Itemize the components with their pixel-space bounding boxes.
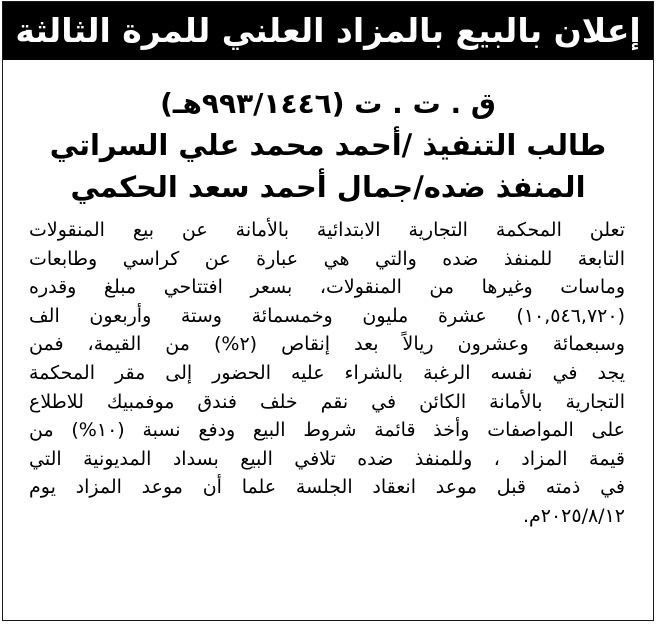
body-line: يجد في نفسه الرغبة بالشراء عليه الحضور إلى مقر المحكمة (29, 361, 625, 384)
notice-header-bar (3, 2, 653, 60)
body-line: وماسات وغيرها من المنقولات، بسعر افتتاحي مبلغ وقدره (29, 276, 625, 299)
case-number: ق . ت . ت (٩٩٣/١٤٤٦هـ) (160, 87, 496, 120)
body-line: التجارية بالأمانة الكائن في نقم خلف فندق موفمبيك للاطلاع (29, 390, 625, 413)
body-line: على المواصفات وأخذ قائمة شروط البيع ودفع نسبة (١٠%) من (29, 419, 625, 442)
notice-title: إعلان بالبيع بالمزاد العلني للمرة الثالثة (15, 11, 641, 50)
execution-applicant: طالب التنفيذ /أحمد محمد علي السراتي (49, 128, 607, 162)
notice-body (29, 216, 625, 531)
body-line: تعلن المحكمة التجارية الابتدائية بالأمانة عن بيع المنقولات (29, 219, 625, 241)
auction-date-line: ٢٠٢٥/٨/١٢م. (522, 504, 625, 527)
body-line: في ذمته قبل موعد انعقاد الجلسة علما أن موعد المزاد يوم (29, 476, 625, 499)
body-line: التابعة للمنفذ ضده والتي هي عبارة عن كراسي وطابعات (29, 247, 625, 270)
body-line: (١٠,٥٤٦,٧٢٠) عشرة مليون وخمسمائة وستة وأربعون الف (29, 304, 625, 327)
body-line: قيمة المزاد ، وللمنفذ ضده تلافي البيع بسداد المديونية التي (29, 447, 625, 470)
auction-notice (2, 1, 654, 621)
execution-respondent: المنفذ ضده/جمال أحمد سعد الحكمي (70, 170, 586, 204)
body-line: وسبعمائة وعشرون ريالاً بعد إنقاص (٢%) من القيمة، فمن (29, 333, 625, 356)
